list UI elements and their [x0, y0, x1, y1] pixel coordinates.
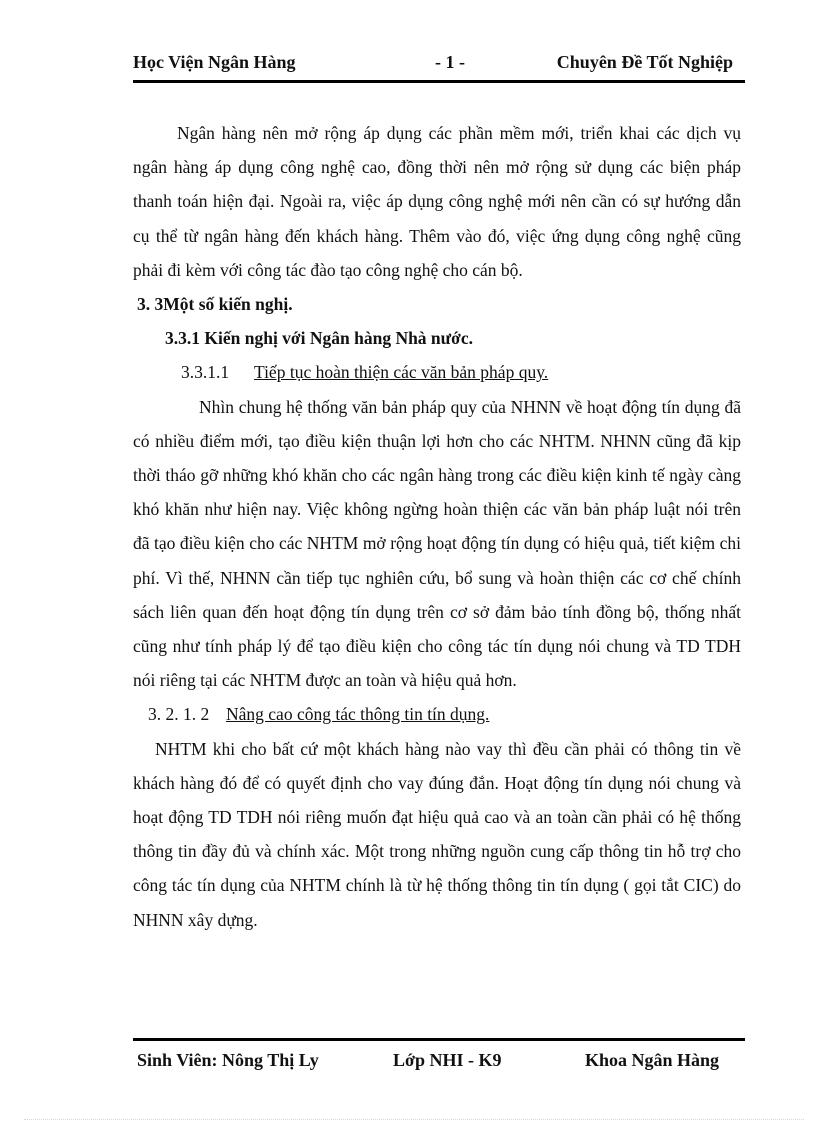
section-title: Nâng cao công tác thông tin tín dụng.: [226, 704, 490, 725]
paragraph-credit-information: NHTM khi cho bất cứ một khách hàng nào vay thì đều cần phải có thông tin về khách hàng đó để có quyết định cho vay đúng đắn. Hoạt động tín dụng nói chung và hoạt động TD TDH nói riêng muốn đạt hiệu quả cao và an toàn cần phải có hệ thống thông tin đầy đủ và chính xác. Một trong những nguồn cung cấp thông tin hỗ trợ cho công tác tín dụng của NHTM chính là từ hệ thống thông tin tín dụng ( gọi tắt CIC) do NHNN xây dựng.: [133, 738, 741, 930]
header-rule: [133, 80, 745, 83]
footer-rule: [133, 1038, 745, 1041]
paragraph-technology: Ngân hàng nên mở rộng áp dụng các phần mềm mới, triển khai các dịch vụ ngân hàng áp dụng công nghệ cao, đồng thời nên mở rộng sử dụng các biện pháp thanh toán hiện đại. Ngoài ra, việc áp dụng công nghệ mới nên cần có sự hướng dẫn cụ thể từ ngân hàng đến khách hàng. Thêm vào đó, việc ứng dụng công nghệ cũng phải đi kèm với công tác đào tạo công nghệ cho cán bộ.: [133, 123, 741, 280]
page-footer: [133, 1050, 745, 1078]
page-header: [133, 50, 745, 78]
footer-class: Lớp NHI - K9: [393, 1050, 502, 1070]
page-number: - 1 -: [435, 52, 465, 72]
paragraph-legal-documents: Nhìn chung hệ thống văn bản pháp quy của NHNN về hoạt động tín dụng đã có nhiều điểm mới, tạo điều kiện thuận lợi hơn cho các NHTM. NHNN cũng đã kịp thời tháo gỡ những khó khăn cho các ngân hàng trong các điều kiện kinh tế ngày càng khó khăn như hiện nay. Việc không ngừng hoàn thiện các văn bản pháp luật nói trên đã tạo điều kiện cho các NHTM mở rộng hoạt động tín dụng có hiệu quả, tiết kiệm chi phí. Vì thế, NHNN cần tiếp tục nghiên cứu, bổ sung và hoàn thiện các cơ chế chính sách liên quan đến hoạt động tín dụng trên cơ sở đảm bảo tính đồng bộ, thống nhất cũng như tính pháp lý để tạo điều kiện cho công tác tín dụng nói chung và TD TDH nói riêng tại các NHTM được an toàn và hiệu quả hơn.: [133, 396, 741, 691]
section-title: Tiếp tục hoàn thiện các văn bản pháp quy.: [254, 362, 549, 383]
section-heading-3-2-1-2: [133, 697, 741, 731]
footer-student: Sinh Viên: Nông Thị Ly: [137, 1050, 319, 1070]
document-body: [133, 116, 741, 937]
footer-faculty: Khoa Ngân Hàng: [584, 1050, 719, 1070]
section-number: 3.3.1.1: [181, 362, 230, 383]
section-heading-3-3-1-1: [133, 355, 741, 389]
section-number: 3. 2. 1. 2: [148, 704, 210, 725]
section-heading-3-3: 3. 3Một số kiến nghị.: [137, 294, 293, 315]
header-institution: Học Viện Ngân Hàng: [133, 52, 296, 72]
section-heading-3-3-1: 3.3.1 Kiến nghị với Ngân hàng Nhà nước.: [165, 328, 474, 349]
page-bottom-edge: [24, 1119, 804, 1120]
header-document-type: Chuyên Đề Tốt Nghiệp: [556, 52, 733, 72]
